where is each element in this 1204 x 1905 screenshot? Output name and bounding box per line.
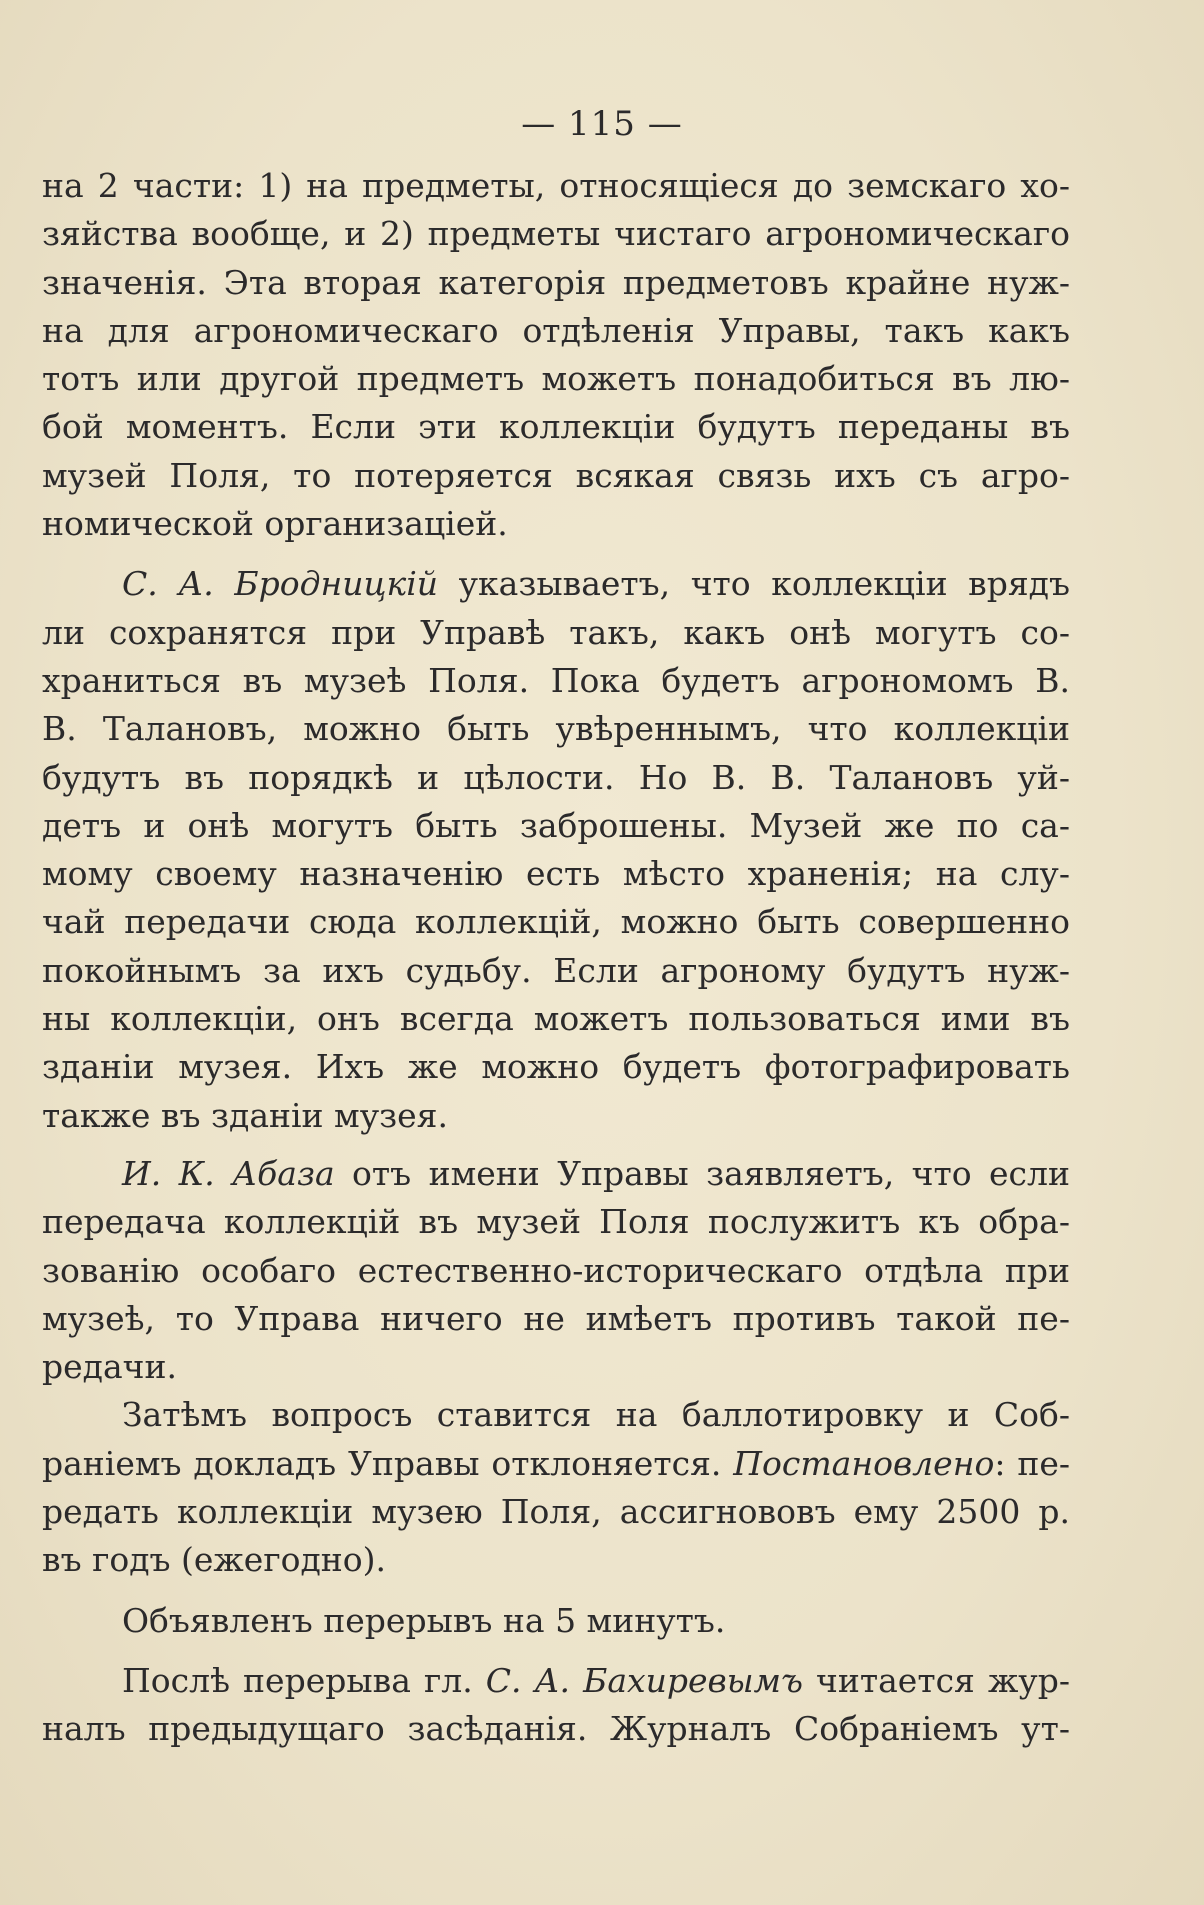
text-line — [42, 452, 1070, 500]
text-line — [42, 1295, 1070, 1343]
text-line — [42, 705, 1070, 753]
paragraph-3 — [42, 1150, 1070, 1391]
paragraph-5 — [42, 1597, 1070, 1645]
text-line — [42, 1536, 1070, 1584]
text-run: В. Талановъ, можно быть увѣреннымъ, что коллекціи — [42, 709, 1070, 749]
text-line — [42, 1440, 1070, 1488]
text-run: ны коллекціи, онъ всегда можетъ пользоваться ими въ — [42, 999, 1070, 1039]
paragraph-1 — [42, 162, 1070, 548]
text-run: храниться въ музеѣ Поля. Пока будетъ агрономомъ В. — [42, 660, 1070, 700]
text-run: мому своему назначенію есть мѣсто храненія; на слу- — [42, 854, 1070, 894]
text-line — [42, 1597, 1070, 1645]
text-line — [42, 1343, 1070, 1391]
text-line — [42, 947, 1070, 995]
text-run: значенія. Эта вторая категорія предметовъ крайне нуж- — [42, 262, 1070, 302]
text-line — [42, 500, 1070, 548]
text-run: тотъ или другой предметъ можетъ понадобиться въ лю- — [42, 359, 1070, 399]
text-line — [42, 162, 1070, 210]
text-run: редать коллекціи музею Поля, ассигнововъ ему 2500 р. — [42, 1492, 1070, 1532]
text-run: музей Поля, то потеряется всякая связь ихъ съ агро- — [42, 455, 1070, 495]
text-line — [42, 995, 1070, 1043]
speaker-name: С. А. Бродницкій — [122, 564, 439, 604]
text-run: налъ предыдущаго засѣданія. Журналъ Собраніемъ ут- — [42, 1709, 1070, 1749]
speaker-name: И. К. Абаза — [122, 1153, 335, 1193]
text-line — [42, 259, 1070, 307]
text-line — [42, 1150, 1070, 1198]
text-run: зданіи музея. Ихъ же можно будетъ фотографировать — [42, 1047, 1070, 1087]
paragraph-4 — [42, 1391, 1070, 1584]
text-run: музеѣ, то Управа ничего не имѣетъ противъ такой пе- — [42, 1298, 1070, 1338]
text-line — [42, 802, 1070, 850]
text-line — [42, 355, 1070, 403]
text-run: будутъ въ порядкѣ и цѣлости. Но В. В. Талановъ уй- — [42, 757, 1070, 797]
text-run: детъ и онѣ могутъ быть заброшены. Музей же по са- — [42, 805, 1070, 845]
text-run: отъ имени Управы заявляетъ, что если — [334, 1153, 1070, 1193]
text-line — [42, 657, 1070, 705]
text-line — [42, 403, 1070, 451]
text-run: въ годъ (ежегодно). — [42, 1540, 387, 1580]
text-line — [42, 850, 1070, 898]
text-run: редачи. — [42, 1347, 177, 1387]
text-line — [42, 754, 1070, 802]
text-run: ли сохранятся при Управѣ такъ, какъ онѣ могутъ со- — [42, 612, 1070, 652]
text-line — [42, 609, 1070, 657]
text-line — [42, 210, 1070, 258]
text-run: покойнымъ за ихъ судьбу. Если агроному будутъ нуж- — [42, 950, 1070, 990]
text-line — [42, 1488, 1070, 1536]
text-run: Послѣ перерыва гл. — [122, 1660, 486, 1700]
text-line — [42, 1247, 1070, 1295]
text-run: чай передачи сюда коллекцій, можно быть совершенно — [42, 902, 1070, 942]
paragraph-6 — [42, 1657, 1070, 1754]
text-run: указываетъ, что коллекціи врядъ — [438, 564, 1070, 604]
text-run: Затѣмъ вопросъ ставится на баллотировку и Соб- — [122, 1395, 1070, 1435]
text-run: читается жур- — [802, 1660, 1070, 1700]
text-run: на 2 части: 1) на предметы, относящіеся до земскаго хо- — [42, 166, 1070, 205]
text-run: также въ зданіи музея. — [42, 1095, 448, 1135]
text-line — [42, 307, 1070, 355]
speaker-name: С. А. Бахиревымъ — [485, 1660, 803, 1700]
text-line — [42, 1391, 1070, 1439]
text-line — [42, 898, 1070, 946]
text-line — [42, 1657, 1070, 1705]
page-number: — 115 — — [521, 104, 683, 144]
text-line — [42, 1198, 1070, 1246]
text-run: бой моментъ. Если эти коллекціи будутъ переданы въ — [42, 407, 1070, 447]
resolution-label: Постановлено — [733, 1443, 995, 1483]
text-run: раніемъ докладъ Управы отклоняется. — [42, 1443, 734, 1483]
text-run: зованію особаго естественно-историческаго отдѣла при — [42, 1250, 1070, 1290]
text-line — [42, 1043, 1070, 1091]
text-run: на для агрономическаго отдѣленія Управы, такъ какъ — [42, 310, 1070, 350]
paragraph-2 — [42, 560, 1070, 1140]
text-run: передача коллекцій въ музей Поля послужитъ къ обра- — [42, 1202, 1070, 1242]
text-line — [42, 1705, 1070, 1753]
text-run: зяйства вообще, и 2) предметы чистаго агрономическаго — [42, 214, 1070, 254]
text-line — [42, 1092, 1070, 1140]
text-run: Объявленъ перерывъ на 5 минутъ. — [122, 1600, 726, 1640]
text-line — [42, 560, 1070, 608]
text-run: : пе- — [994, 1443, 1070, 1483]
body-text — [42, 162, 1070, 1754]
text-run: номической организаціей. — [42, 504, 508, 544]
